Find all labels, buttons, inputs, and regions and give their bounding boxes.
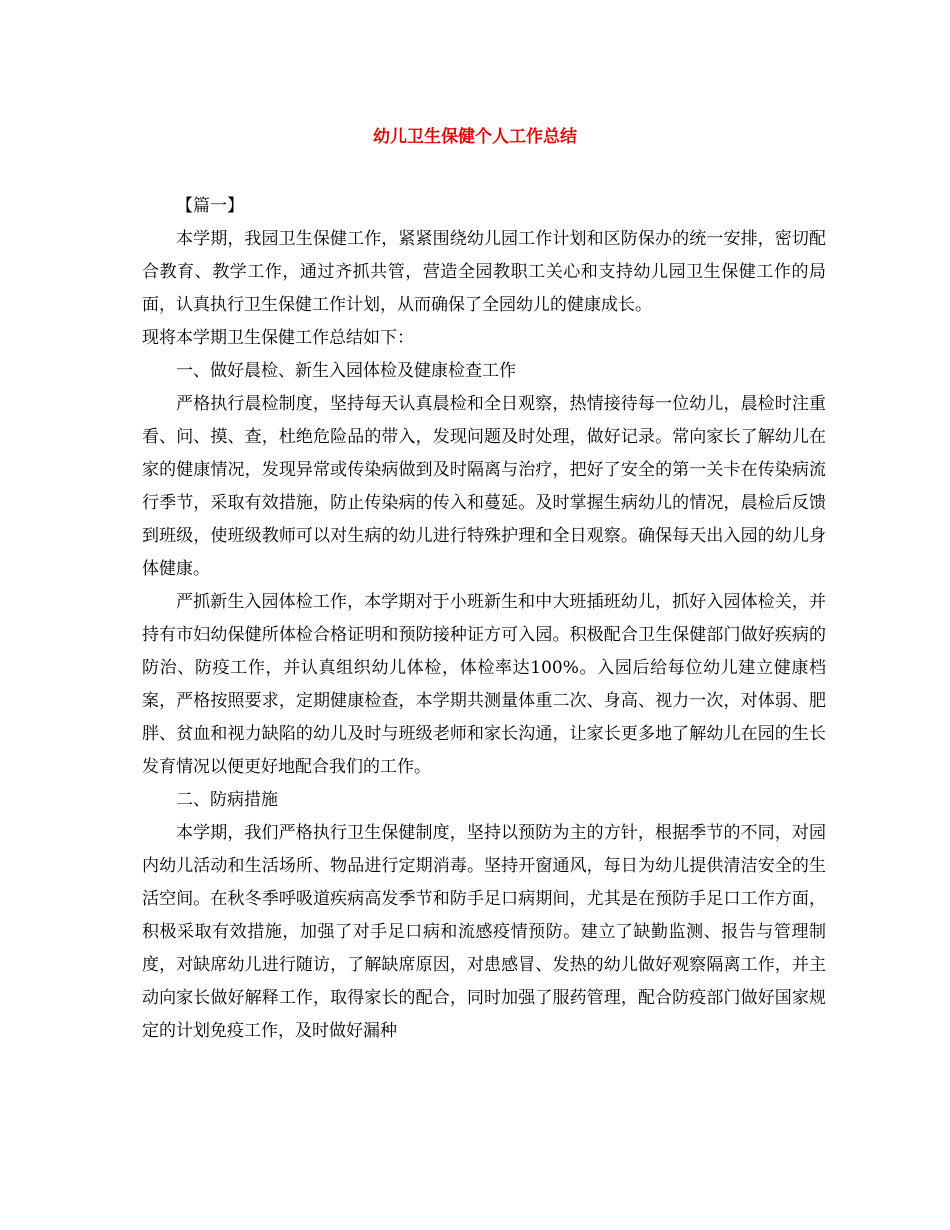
paragraph: 严格执行晨检制度，坚持每天认真晨检和全日观察，热情接待每一位幼儿，晨检时注重看、问、摸、查，杜绝危险品的带入，发现问题及时处理，做好记录。常向家长了解幼儿在家的健康情况，发现异常或传染病做到及时隔离与治疗，把好了安全的第一关卡在传染病流行季节，采取有效措施，防止传染病的传入和蔓延。及时掌握生病幼儿的情况，晨检后反馈到班级，使班级教师可以对生病的幼儿进行特殊护理和全日观察。确保每天出入园的幼儿身体健康。 bbox=[142, 394, 826, 579]
document-body bbox=[142, 190, 826, 1048]
section-heading: 二、防病措施 bbox=[176, 790, 278, 810]
section-label: 【篇一】 bbox=[176, 196, 244, 216]
section-heading: 一、做好晨检、新生入园体检及健康检查工作 bbox=[176, 361, 516, 381]
paragraph: 本学期，我们严格执行卫生保健制度，坚持以预防为主的方针，根据季节的不同，对园内幼儿活动和生活场所、物品进行定期消毒。坚持开窗通风，每日为幼儿提供清洁安全的生活空间。在秋冬季呼吸道疾病高发季节和防手足口病期间，尤其是在预防手足口工作方面，积极采取有效措施，加强了对手足口病和流感疫情预防。建立了缺勤监测、报告与管理制度，对缺席幼儿进行随访，了解缺席原因，对患感冒、发热的幼儿做好观察隔离工作，并主动向家长做好解释工作，取得家长的配合，同时加强了服药管理，配合防疫部门做好国家规定的计划免疫工作，及时做好漏种 bbox=[142, 823, 826, 1041]
paragraph: 现将本学期卫生保健工作总结如下： bbox=[142, 328, 414, 348]
paragraph: 严抓新生入园体检工作，本学期对于小班新生和中大班插班幼儿，抓好入园体检关，并持有市妇幼保健所体检合格证明和预防接种证方可入园。积极配合卫生保健部门做好疾病的防治、防疫工作，并认真组织幼儿体检，体检率达100%。入园后给每位幼儿建立健康档案，严格按照要求，定期健康检查，本学期共测量体重二次、身高、视力一次，对体弱、肥胖、贫血和视力缺陷的幼儿及时与班级老师和家长沟通，让家长更多地了解幼儿在园的生长发育情况以便更好地配合我们的工作。 bbox=[142, 592, 826, 777]
document-title: 幼儿卫生保健个人工作总结 bbox=[373, 127, 577, 147]
paragraph: 本学期，我园卫生保健工作，紧紧围绕幼儿园工作计划和区防保办的统一安排，密切配合教育、教学工作，通过齐抓共管，营造全园教职工关心和支持幼儿园卫生保健工作的局面，认真执行卫生保健工作计划，从而确保了全园幼儿的健康成长。 bbox=[142, 229, 826, 315]
